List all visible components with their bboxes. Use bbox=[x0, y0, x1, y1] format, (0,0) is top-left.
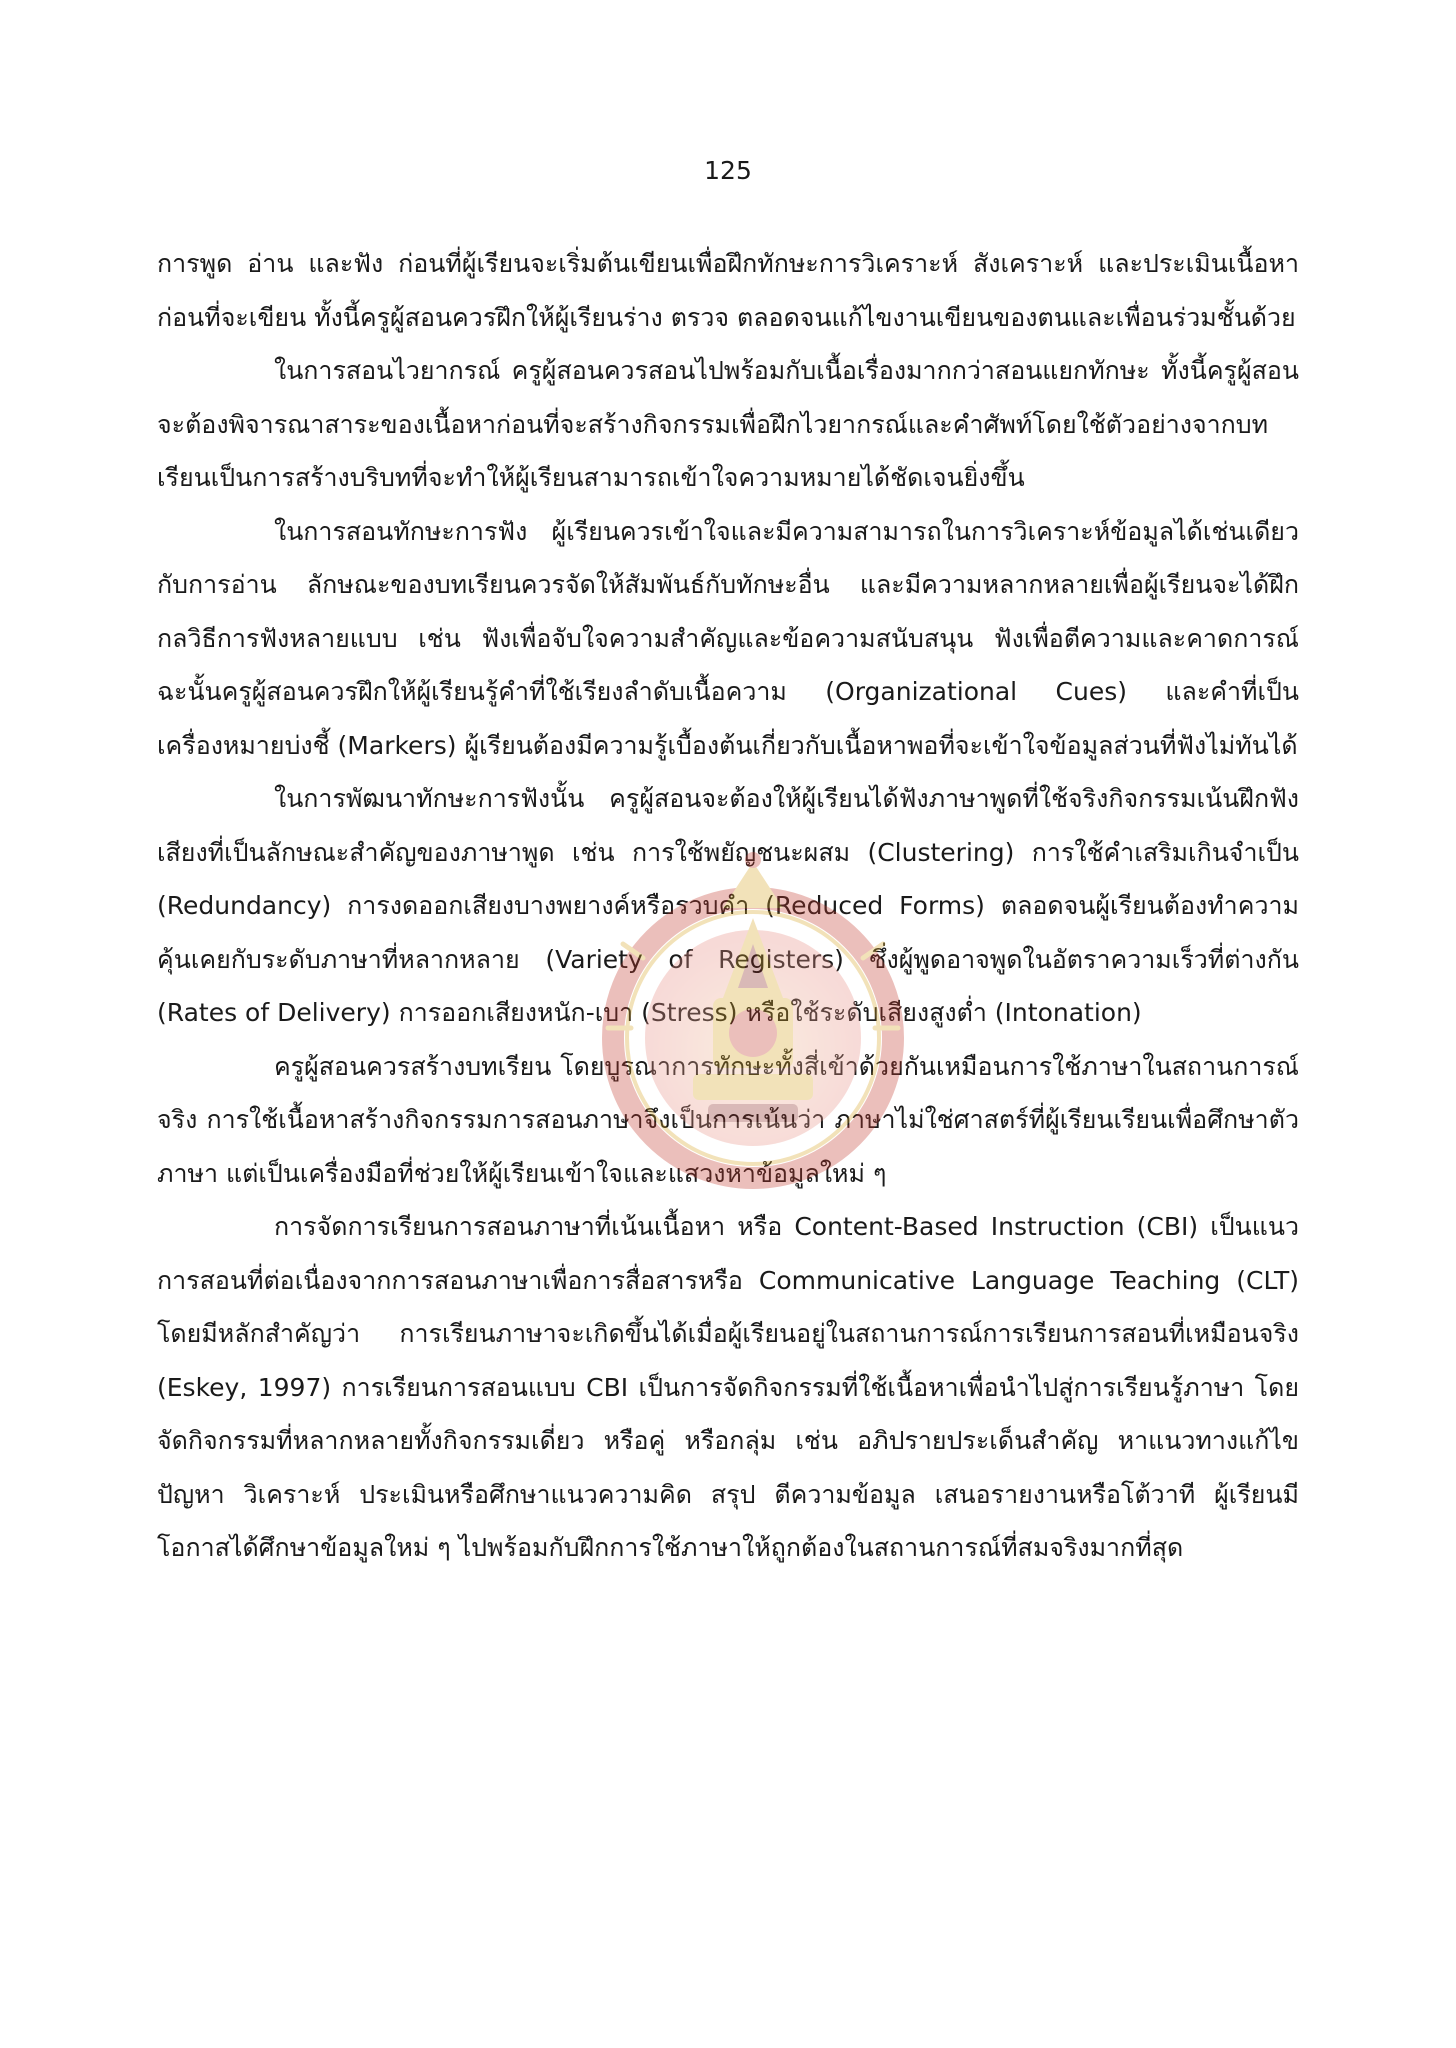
paragraph: ในการพัฒนาทักษะการฟังนั้น ครูผู้สอนจะต้องให้ผู้เรียนได้ฟังภาษาพูดที่ใช้จริงกิจกรรมเน้นฝึกฟังเสียงที่เป็นลักษณะสำคัญของภาษาพูด เช่น การใช้พยัญชนะผสม (Clustering) การใช้คำเสริมเกินจำเป็น (Redundancy) การงดออกเสียงบางพยางค์หรือรวบคำ (Reduced Forms) ตลอดจนผู้เรียนต้องทำความคุ้นเคยกับระดับภาษาที่หลากหลาย (Variety of Registers) ซึ่งผู้พูดอาจพูดในอัตราความเร็วที่ต่างกัน (Rates of Delivery) การออกเสียงหนัก-เบา (Stress) หรือใช้ระดับเสียงสูงต่ำ (Intonation) bbox=[157, 784, 1299, 1027]
paragraph: การพูด อ่าน และฟัง ก่อนที่ผู้เรียนจะเริ่มต้นเขียนเพื่อฝึกทักษะการวิเคราะห์ สังเคราะห์ และประเมินเนื้อหาก่อนที่จะเขียน ทั้งนี้ครูผู้สอนควรฝึกให้ผู้เรียนร่าง ตรวจ ตลอดจนแก้ไขงานเขียนของตนและเพื่อนร่วมชั้นด้วย bbox=[157, 249, 1299, 332]
paragraph: ในการสอนไวยากรณ์ ครูผู้สอนควรสอนไปพร้อมกับเนื้อเรื่องมากกว่าสอนแยกทักษะ ทั้งนี้ครูผู้สอนจะต้องพิจารณาสาระของเนื้อหาก่อนที่จะสร้างกิจกรรมเพื่อฝึกไวยากรณ์และคำศัพท์โดยใช้ตัวอย่างจากบทเรียนเป็นการสร้างบริบทที่จะทำให้ผู้เรียนสามารถเข้าใจความหมายได้ชัดเจนยิ่งขึ้น bbox=[157, 356, 1299, 492]
document-body bbox=[157, 237, 1299, 1575]
page-number: 125 bbox=[704, 156, 752, 185]
paragraph: ในการสอนทักษะการฟัง ผู้เรียนควรเข้าใจและมีความสามารถในการวิเคราะห์ข้อมูลได้เช่นเดียวกับการอ่าน ลักษณะของบทเรียนควรจัดให้สัมพันธ์กับทักษะอื่น และมีความหลากหลายเพื่อผู้เรียนจะได้ฝึกกลวิธีการฟังหลายแบบ เช่น ฟังเพื่อจับใจความสำคัญและข้อความสนับสนุน ฟังเพื่อตีความและคาดการณ์ ฉะนั้นครูผู้สอนควรฝึกให้ผู้เรียนรู้คำที่ใช้เรียงลำดับเนื้อความ (Organizational Cues) และคำที่เป็นเครื่องหมายบ่งชี้ (Markers) ผู้เรียนต้องมีความรู้เบื้องต้นเกี่ยวกับเนื้อหาพอที่จะเข้าใจข้อมูลส่วนที่ฟังไม่ทันได้ bbox=[157, 516, 1299, 760]
paragraph: ครูผู้สอนควรสร้างบทเรียน โดยบูรณาการทักษะทั้งสี่เข้าด้วยกันเหมือนการใช้ภาษาในสถานการณ์จริง การใช้เนื้อหาสร้างกิจกรรมการสอนภาษาจึงเป็นการเน้นว่า ภาษาไม่ใช่ศาสตร์ที่ผู้เรียนเรียนเพื่อศึกษาตัวภาษา แต่เป็นเครื่องมือที่ช่วยให้ผู้เรียนเข้าใจและแสวงหาข้อมูลใหม่ ๆ bbox=[157, 1051, 1299, 1188]
paragraph: การจัดการเรียนการสอนภาษาที่เน้นเนื้อหา หรือ Content-Based Instruction (CBI) เป็นแนวการสอนที่ต่อเนื่องจากการสอนภาษาเพื่อการสื่อสารหรือ Communicative Language Teaching (CLT) โดยมีหลักสำคัญว่า การเรียนภาษาจะเกิดขึ้นได้เมื่อผู้เรียนอยู่ในสถานการณ์การเรียนการสอนที่เหมือนจริง (Eskey, 1997) การเรียนการสอนแบบ CBI เป็นการจัดกิจกรรมที่ใช้เนื้อหาเพื่อนำไปสู่การเรียนรู้ภาษา โดยจัดกิจกรรมที่หลากหลายทั้งกิจกรรมเดี่ยว หรือคู่ หรือกลุ่ม เช่น อภิปรายประเด็นสำคัญ หาแนวทางแก้ไขปัญหา วิเคราะห์ ประเมินหรือศึกษาแนวความคิด สรุป ตีความข้อมูล เสนอรายงานหรือโต้วาที ผู้เรียนมีโอกาสได้ศึกษาข้อมูลใหม่ ๆ ไปพร้อมกับฝึกการใช้ภาษาให้ถูกต้องในสถานการณ์ที่สมจริงมากที่สุด bbox=[157, 1212, 1299, 1562]
